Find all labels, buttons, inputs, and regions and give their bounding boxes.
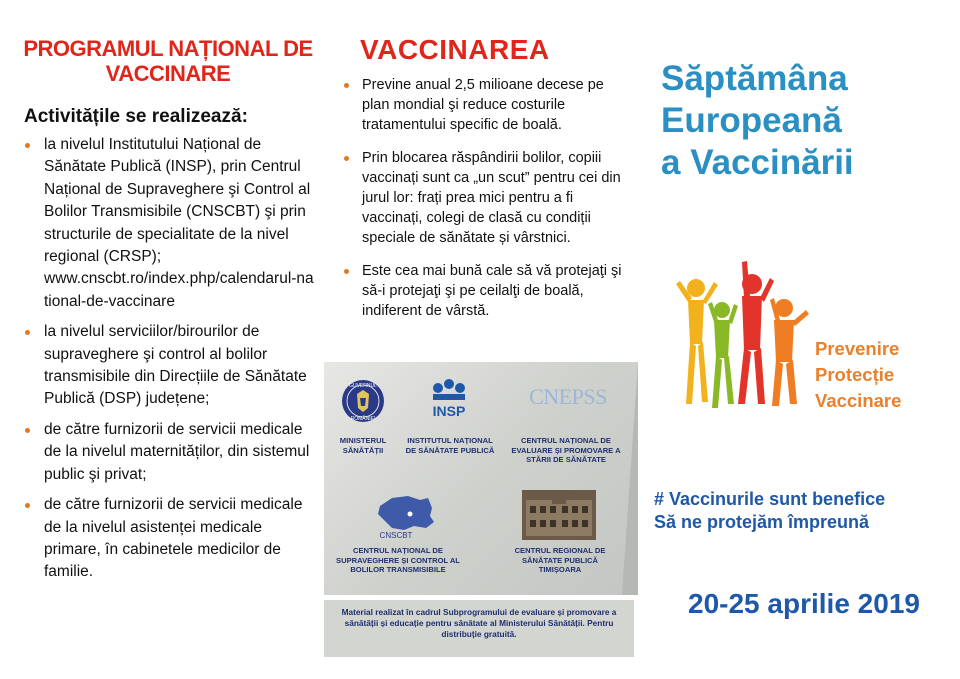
vaccination-title: VACCINAREA <box>360 34 550 65</box>
seal-text-bottom: ROMÂNIEI <box>350 416 376 422</box>
bullet-icon <box>344 269 349 274</box>
insp-label: INSTITUTUL NAȚIONAL DE SĂNĂTATE PUBLICĂ <box>405 436 495 455</box>
cnscbt-label: CENTRUL NAȚIONAL DE SUPRAVEGHERE ȘI CONTROL AL BOLILOR TRANSMISIBILE <box>336 546 460 574</box>
insp-logo-icon <box>424 378 474 424</box>
slogan-line: Protecție <box>815 364 895 385</box>
bullet-icon <box>344 83 349 88</box>
bullet-icon <box>25 503 30 508</box>
bullet-icon <box>25 143 30 148</box>
cnepss-logo: CNEPSS <box>529 384 607 409</box>
romania-map-icon <box>374 492 438 540</box>
list-item-text: Este cea mai bună cale să vă protejaţi şi să-i protejaţi şi pe ceilalţi de boală, indiferent de vârstă. <box>362 263 622 319</box>
jumping-figures-illustration <box>672 254 822 414</box>
list-item-text: de către furnizorii de servicii medicale de la nivelul asistenței medicale primare, în cabinetele medicilor de familie. <box>44 496 303 581</box>
list-item-text: de către furnizorii de servicii medicale de la nivelul maternităților, din sistemul public şi privat; <box>44 420 310 483</box>
list-item <box>334 148 634 248</box>
middle-column <box>334 34 634 334</box>
week-title-line: a Vaccinării <box>661 143 854 182</box>
figure-orange-icon <box>770 298 809 406</box>
list-item-text: la nivelul serviciilor/birourilor de supraveghere şi control al bolilor transmisibile din Direcțiile de Sănătate Publică (DSP) județene; <box>44 323 307 408</box>
left-column <box>22 36 314 592</box>
benefits-list <box>334 75 634 321</box>
list-item <box>334 261 634 321</box>
footer-note: Material realizat în cadrul Subprogramului de evaluare și promovare a sănătății și educație pentru sănătate al Ministerului Sănătății. Pentru distribuție gratuită. <box>341 607 617 639</box>
event-dates: 20-25 aprilie 2019 <box>688 588 920 619</box>
hashtag-line: Să ne protejăm împreună <box>654 512 870 532</box>
activities-list <box>22 134 314 584</box>
insp-logo-text: INSP <box>432 403 466 419</box>
ministry-label: MINISTERUL SĂNĂTĂȚII <box>339 436 387 455</box>
bullet-icon <box>25 428 30 433</box>
seal-text-top: GUVERNUL <box>349 383 377 389</box>
calendar-link[interactable]: www.cnscbt.ro/index.php/calendarul-national-de-vaccinare <box>44 270 314 310</box>
list-item <box>334 75 634 135</box>
bullet-icon <box>344 156 349 161</box>
list-item-text: Prin blocarea răspândirii bolilor, copiii vaccinați sunt ca „un scut” pentru cei din jurul lor: frați prea mici pentru a fi vaccinați, colegi de clasă cu condiții speciale de sănătate și vârstnici. <box>362 150 621 246</box>
week-title-line: Europeană <box>661 101 842 140</box>
figure-yellow-icon <box>676 279 718 404</box>
panel-shade <box>622 362 638 595</box>
week-title <box>661 58 941 184</box>
list-item-text: la nivelul Institutului Național de Sănătate Publică (INSP), prin Centrul Național de Supraveghere şi Control al Bolilor Transmisibile (CNSCBT) şi prin structurile de specialitate de la nivel regional (CRSP); <box>44 136 311 266</box>
list-item <box>22 321 314 411</box>
slogan-block <box>815 336 945 414</box>
cnepss-label: CENTRUL NAȚIONAL DE EVALUARE ȘI PROMOVARE A STĂRII DE SĂNĂTATE <box>511 436 621 464</box>
hashtag-line: # Vaccinurile sunt benefice <box>654 489 886 509</box>
hashtag-block <box>654 488 954 534</box>
list-item <box>22 419 314 486</box>
crsp-label: CENTRUL REGIONAL DE SĂNĂTATE PUBLICĂ TIMIȘOARA <box>514 546 606 574</box>
slogan-line: Vaccinare <box>815 390 902 411</box>
week-title-line: Săptămâna <box>661 59 848 98</box>
cnscbt-logo-text: CNSCBT <box>379 531 413 540</box>
list-item <box>22 134 314 313</box>
figure-red-icon <box>738 261 774 404</box>
figure-green-icon <box>708 302 738 408</box>
list-item-text: Previne anual 2,5 milioane decese pe plan mondial şi reduce costurile tratamentului specific de boală. <box>362 77 604 133</box>
bullet-icon <box>25 330 30 335</box>
ministry-seal-icon <box>340 378 386 424</box>
activities-heading: Activitățile se realizează: <box>24 106 248 127</box>
slogan-line: Prevenire <box>815 338 900 359</box>
program-title: PROGRAMUL NAȚIONAL DE VACCINARE <box>23 36 313 86</box>
building-photo-icon <box>522 490 596 540</box>
list-item <box>22 494 314 584</box>
